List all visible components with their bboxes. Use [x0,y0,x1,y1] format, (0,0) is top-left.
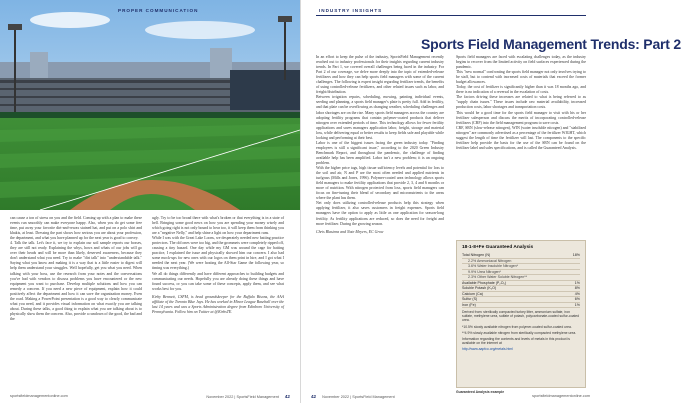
analysis-label: 9.9% Urea Nitrogen* [468,269,501,274]
paragraph: Labor is one of the biggest issues facing the green industry today. "Finding employees is still a significant issue," according to the 2020 Green Industry Benchmark Report, and throughout the pandemic, the challenge of finding available help has been amplified. Labor isn't a new problem; it is an ongoing problem. [316,140,444,165]
paragraph: Sports field managers are faced with escalating challenges today, as the industry begins to recover from the limited activity on field surfaces experienced during the pandemic. [456,55,586,70]
page-number: 42 [311,394,317,399]
section-header: INDUSTRY INSIGHTS [319,8,383,13]
body-column-1 [10,216,142,322]
section-header: PROPER COMMUNICATION [118,8,199,13]
author-bio: Kirby Bennett, CSFM, is head groundskeeper for the Buffalo Bisons, the AAA affiliate of the Toronto Blue Jays. He has worked in Minor League Baseball over the last 14 years and was a Sports Administration degree from Edinboro University of Pennsylvania. Follow him on Twitter at @KirbsTE. [152,294,284,314]
sidebar-title: 18-1-8+Fe Guaranteed Analysis [462,245,534,250]
paragraph: The factors driving these increases are related to what is being referred to as "supply chain issues." These issues include raw material availability, increased production costs, labor shortages and transportation costs. [456,95,586,110]
page-footer [301,394,600,399]
analysis-value: 8% [574,286,580,290]
analysis-row [462,303,580,309]
analysis-label: 2.2% Ammoniacal Nitrogen [468,258,512,263]
analysis-label: Calcium (Ca) [462,291,483,296]
paragraph: In an effort to keep the pulse of the industry, SportsField Management recently reached out to industry professionals for their insights regarding current industry trends. In Part 1, we covered overall challenges being faced in the industry. For Part 2 of our coverage, we delve more deeply into the topic of extended-release fertilizers and how they can help sports field managers with some of the current challenges. The following is expert insight regarding fertilizer trends, the benefits of using controlled-release fertilizers, and other related issues such as labor, and freight/distribution. [316,55,444,95]
body-column-2 [152,216,284,315]
paragraph: Net only does utilizing controlled-release products help this strategy when applying fertilizer, it also saves customers in freight expenses. Sports field managers have the option to apply as little as one application for season-long fertility. As fertility applications are reduced, so does the need for freight and more fertilizer. During the growing season. [316,201,444,226]
analysis-value: 6% [574,297,580,301]
analysis-label: Total Nitrogen (N) [462,253,491,257]
analysis-label: Available Phosphate (P₂O₅) [462,280,507,285]
stadium-illustration [0,0,300,210]
paragraph: ugly. Try to be too broad there with what's broken or that everything is in a state of hell. Bringing some good news on how you are spending your money wisely and which going right is not only bound to hear too, it will keep them from thinking you are a "negative Nelly," and help shine a light on how your department runs. [152,216,284,236]
sidebar-caption: Guaranteed Analysis example [456,390,505,394]
stadium-photo [0,0,300,210]
footer-url: sportsfieldmanagementonline.com [532,394,590,398]
body-column-2 [456,55,586,237]
header-rule [316,15,586,16]
analysis-label: Soluble Potash (K₂O) [462,286,497,290]
paragraph: This "new normal" confronting the sports field manager not only involves trying to be staff, but to contend with increased costs of materials that exceed the former budget allowances. [456,70,586,85]
analysis-label: 2.3% Other Water Soluble Nitrogen** [468,275,527,279]
analysis-label: Iron (Fe) [462,302,476,307]
footer-url: sportsfieldmanagementonline.com [10,394,68,398]
paragraph: While I was with the Great Lake Loons, we desperately needed new batting practice protectors. The old ones were too big, and the grommets were completely ripped off, causing a tiny hazard. One day while my GM was around the cage for batting practice, I explained the issue and physically showed him our concern. I also had some mock-ups for new ones with our logos on them print in hire, and I got what I needed the next year. (We were hosting the All-Star Game the following year, so timing was everything.) [152,236,284,271]
paragraph: can cause a ton of stress on you and the field. Coming up with a plan to make these events run smoothly can make everyone happy. Also, when you do get some free time, put away your favorite dirt-and-rewax stained hat, and put on a polo shirt and khakis, at least. Dressing the part shows how serious you are about your profession, the department, and what you have planned up for the next year is good to convey. [10,216,142,241]
paragraph: This would be a good time for the sports field manager to visit with his or her fertilizer salesperson and discuss the merits of incorporating controlled-release fertilizers (CRF) into the field management program to save costs. [456,110,586,125]
footer-issue: November 2022 | SportsField Management [206,394,279,399]
analysis-label: Sulfur (S) [462,297,478,301]
paragraph: CRF, SRN (slow-release nitrogen), WIN (water insoluble nitrogen) and "stabilized nitrogen" are commonly advertised as a percentage of the fertilizer WIGHT, which suggest the length of time the fertilizer will last. The components to the specific fertilizer help provide the basis for the use of the SRN can be found on the fertilizer label and sales specifications, and is called the Guaranteed Analysis. [456,125,586,150]
analysis-value: 1% [574,302,580,307]
metals-link[interactable]: http://www.aapfco.org/metals.html [462,347,513,352]
paragraph: We all do things differently and have different approaches to building budgets and communicating our needs. Hopefully you are already doing these things and have found success, or you can take some of these concepts, apply them, and see what works best for you. [152,271,284,291]
body-column-1 [316,55,444,235]
paragraph: Between irrigation repairs, scheduling, mowing, painting individual events, seeding and planning, a sports field manager's plate is pretty full. Add in fertility, and that plate can be overflowing as changing weather, scheduling challenges and labor shortages are on the rise. Many sports field managers across the country are adopting fertility programs that contain polymer-coated products that deliver nitrogen over extended periods of time. This technology allows for fewer fertility applications and saves managers application labor, freight, storage and material loss, while delivering equal or better results to keep fields safe and playable while looking and performing at their best. [316,95,444,140]
page-number: 42 [284,394,290,399]
right-page [300,0,681,403]
page-footer [0,394,300,399]
left-page [0,0,300,403]
paragraph: 4. Talk the talk. Let's face it, we try to explain our soil sample reports our bosses, they are still not ready. Explaining the whys, hows and whats of our jobs will go over their heads and will be more than likely, deserved awareness, because they don't understand what you need. Try to make "dirt talk" into "understandable talk." Saying what you know and making it is a way that is a little easier to digest will help them understand your struggles. Well hopefully, get you what you need. When talking with your boss, use the research from your notes and the conversations you've had with vendors to discuss problems you have encountered or the new equipment you want to purchase. Develop multiple solutions and how you can remedy a concern. If you need a new piece of equipment, explain how it could positively affect the department and how it can save the organization money. Even the road. Making a PowerPoint presentation is a good way to clearly communicate what you need, and it provides visual information on what exactly you are talking about. During these talks, a good thing to explain what you are talking about is to physically show them the concern. Also, provide a rundown of the good, the bad and the [10,241,142,321]
paragraph: Today, the cost of fertilizer is significantly higher than it was 18 months ago, and there is no indication of a reversal in the escalation of costs. [456,85,586,95]
author-credit: Chris Blasiena and Nate Meyers, EC Grow [316,229,384,234]
sidebar-note: Information regarding the contents and levels of metals in this product is available on the internet at [462,337,570,346]
sidebar-note: *10.5% slowly available nitrogen from polymer-coated sulfur-coated urea. [462,324,572,329]
analysis-table [462,253,580,308]
analysis-value: 4% [574,291,580,296]
sidebar-note: **4.9% slowly available nitrogen from sterilically compacted methylene urea. [462,330,577,335]
footer-issue: November 2022 | SportsField Management [322,394,395,399]
analysis-value: 1% [574,280,580,285]
analysis-label: 3.6% Water Insoluble Nitrogen* [468,264,519,268]
paragraph: With the higher price tags, high tissue sufficiency levels and potential for loss to the soil and air, N and P are the most often needed and applied nutrients in turfgrass (Mills and Jones, 1996). Polymer-coated urea technology allows sports field managers to make fertility applications that provide 2, 3, 4 and 6 months or more of nutrition. With nitrogen protected from loss, sports field managers can focus on fine-tuning their blend of secondary and micronutrients to the areas where the plant has them. [316,166,444,201]
analysis-value: 18% [572,253,580,257]
article-title: Sports Field Management Trends: Part 2 [421,36,681,52]
sidebar-note: Derived from: sterilically compacted turkey litter, ammonium sulfate, iron sulfate, methylene urea, sulfate of potash, polycarbonate-coated sulfur-coated urea. [462,310,580,323]
guaranteed-analysis-box [456,240,586,388]
